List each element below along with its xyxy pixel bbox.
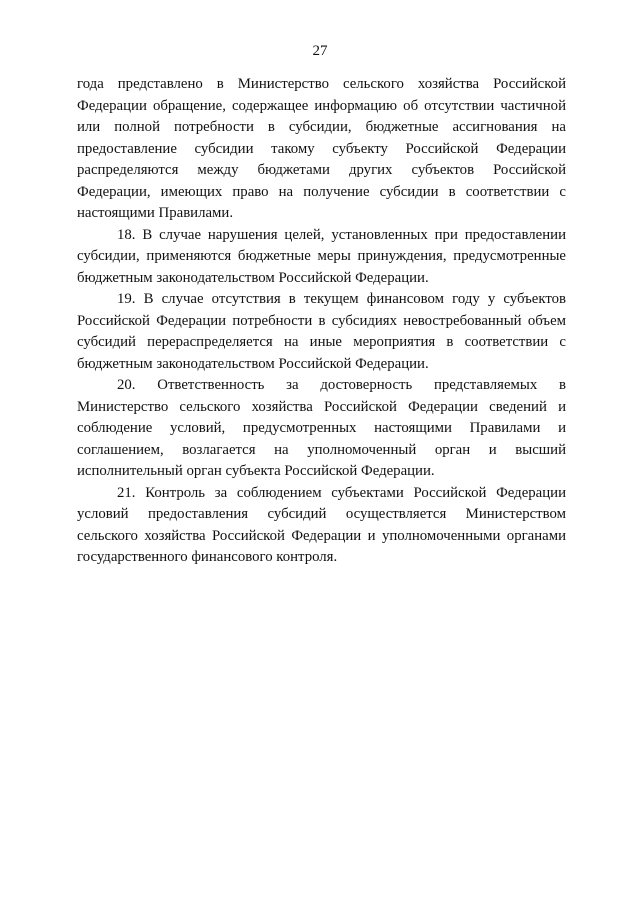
paragraph-21: 21. Контроль за соблюдением субъектами Российской Федерации условий предоставления субсидий осуществляется Министерством сельского хозяйства Российской Федерации и уполномоченными органами государственного финансового контроля. bbox=[77, 484, 566, 565]
paragraph-18: 18. В случае нарушения целей, установленных при предоставлении субсидии, применяются бюджетные меры принуждения, предусмотренные бюджетным законодательством Российской Федерации. bbox=[77, 226, 566, 286]
paragraph-continuation: года представлено в Министерство сельского хозяйства Российской Федерации обращение, содержащее информацию об отсутствии частичной или полной потребности в субсидии, бюджетные ассигнования на предоставление субсидии такому субъекту Российской Федерации распределяются между бюджетами других субъектов Российской Федерации, имеющих право на получение субсидии в соответствии с настоящими Правилами. bbox=[77, 76, 566, 221]
page-number: 27 bbox=[312, 43, 328, 59]
document-body bbox=[77, 74, 566, 569]
paragraph-20: 20. Ответственность за достоверность представляемых в Министерство сельского хозяйства Российской Федерации сведений и соблюдение условий, предусмотренных настоящими Правилами и соглашением, возлагается на уполномоченный орган и высший исполнительный орган субъекта Российской Федерации. bbox=[77, 377, 566, 479]
paragraph-19: 19. В случае отсутствия в текущем финансовом году у субъектов Российской Федерации потребности в субсидиях невостребованный объем субсидий перераспределяется на иные мероприятия в соответствии с бюджетным законодательством Российской Федерации. bbox=[77, 291, 566, 372]
